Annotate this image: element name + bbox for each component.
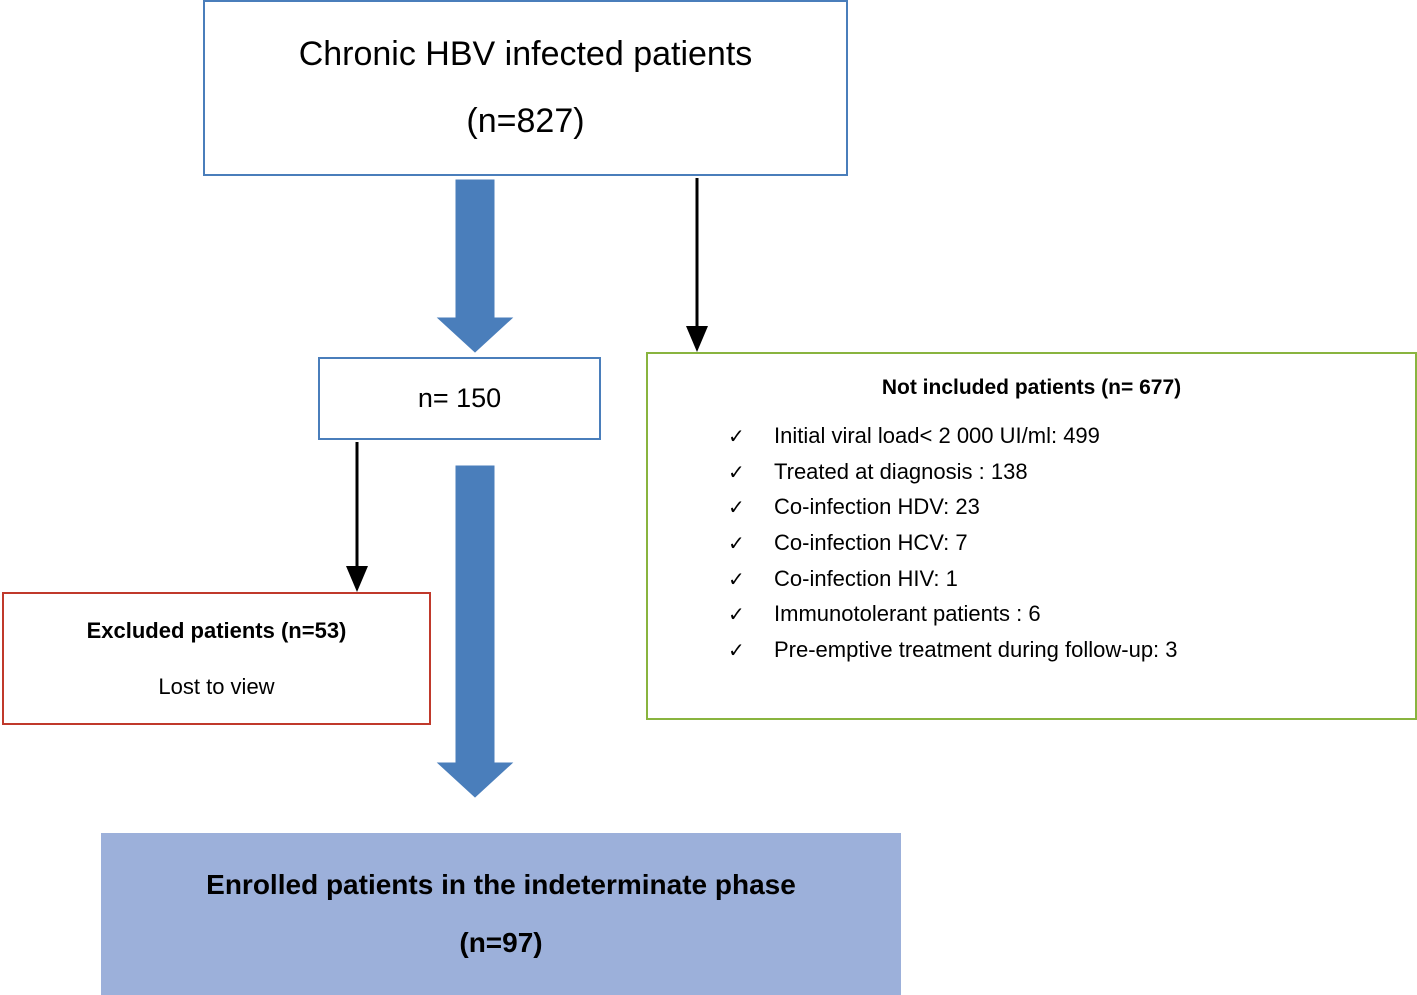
- list-item-label: Immunotolerant patients : 6: [774, 601, 1041, 627]
- arrow-n150-to-excluded: [346, 442, 368, 592]
- box-top-line1: Chronic HBV infected patients: [298, 35, 753, 74]
- arrow-n150-to-enrolled: [438, 466, 512, 797]
- check-icon: ✓: [728, 604, 745, 627]
- excluded-title: Excluded patients (n=53): [86, 617, 347, 643]
- check-icon: ✓: [728, 568, 745, 591]
- arrow-top-to-n150: [438, 180, 512, 352]
- list-item: [728, 632, 1415, 668]
- not-included-title: Not included patients (n= 677): [881, 376, 1182, 399]
- check-icon: ✓: [728, 532, 745, 555]
- box-enrolled-patients: [101, 833, 901, 995]
- check-icon: ✓: [728, 426, 745, 448]
- not-included-list: [648, 418, 1415, 667]
- enrolled-title: Enrolled patients in the indeterminate phase: [206, 869, 796, 900]
- check-icon: ✓: [728, 639, 745, 662]
- list-item: [728, 418, 1415, 454]
- check-icon: ✓: [728, 497, 745, 520]
- box-n150-label: n= 150: [417, 383, 502, 413]
- list-item-label: Co-infection HCV: 7: [774, 529, 968, 555]
- box-not-included-patients: [646, 352, 1417, 720]
- box-excluded-patients: [2, 592, 431, 725]
- box-top-line2: (n=827): [466, 102, 585, 140]
- list-item: [728, 525, 1415, 561]
- check-icon: ✓: [728, 461, 745, 484]
- arrow-top-to-notincluded: [686, 178, 708, 352]
- enrolled-subtitle: (n=97): [459, 927, 543, 958]
- box-n150: [318, 357, 601, 440]
- list-item: [728, 454, 1415, 490]
- list-item: [728, 596, 1415, 632]
- list-item-label: Initial viral load< 2 000 UI/ml: 499: [774, 423, 1100, 448]
- list-item: [728, 489, 1415, 525]
- list-item-label: Co-infection HIV: 1: [774, 565, 958, 591]
- list-item-label: Treated at diagnosis : 138: [774, 458, 1028, 484]
- box-chronic-hbv-patients: [203, 0, 848, 176]
- excluded-subtitle: Lost to view: [158, 673, 275, 699]
- list-item-label: Co-infection HDV: 23: [774, 494, 980, 520]
- list-item: [728, 561, 1415, 597]
- list-item-label: Pre-emptive treatment during follow-up: 3: [774, 636, 1178, 662]
